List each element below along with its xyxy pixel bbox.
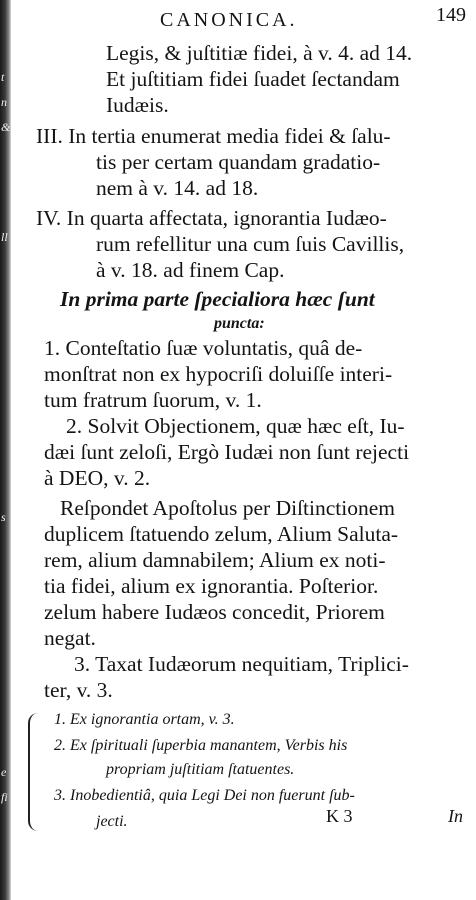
margin-fragment: ll bbox=[1, 230, 8, 244]
text-line: negat. bbox=[44, 626, 96, 650]
margin-fragment: t bbox=[1, 70, 5, 84]
margin-fragment: n bbox=[1, 95, 7, 109]
grouping-brace bbox=[28, 713, 48, 831]
section-line: III. In tertia enumerat media fidei & ſalu- bbox=[36, 124, 391, 148]
text-line: rum refellitur una cum ſuis Cavillis, bbox=[96, 232, 405, 256]
running-header: CANONICA. bbox=[160, 9, 298, 31]
text-line: rem, alium damnabilem; Alium ex noti- bbox=[44, 548, 386, 572]
text-line: 3. Taxat Iudæorum nequitiam, Triplici- bbox=[74, 652, 409, 676]
text-line: Iudæis. bbox=[106, 93, 169, 117]
text-line: zelum habere Iudæos concedit, Priorem bbox=[44, 600, 385, 624]
margin-fragment: fi bbox=[1, 790, 8, 804]
text-line: Reſpondet Apoſtolus per Diſtinctionem bbox=[60, 496, 396, 520]
subheading: In prima parte ſpecialiora hæc ſunt bbox=[60, 287, 375, 311]
text-line: tum fratrum ſuorum, v. 1. bbox=[44, 388, 262, 412]
list-item: jecti. bbox=[96, 813, 128, 830]
text-line: à DEO, v. 2. bbox=[44, 466, 151, 490]
list-item: 1. Ex ignorantia ortam, v. 3. bbox=[54, 711, 235, 728]
subheading: puncta: bbox=[214, 315, 265, 332]
list-item: 2. Ex ſpirituali ſuperbia manantem, Verbis his bbox=[54, 737, 348, 754]
section-line: IV. In quarta affectata, ignorantia Iudæo- bbox=[36, 206, 387, 230]
text-line: dæi ſunt zeloſi, Ergò Iudæi non ſunt rejecti bbox=[44, 440, 410, 464]
text-line: tia fidei, alium ex ignorantia. Poſterior. bbox=[44, 574, 379, 598]
page-number: 149 bbox=[436, 4, 466, 26]
catchword: In bbox=[448, 806, 463, 826]
margin-fragment: s bbox=[1, 510, 6, 524]
text-line: 2. Solvit Objectionem, quæ hæc eſt, Iu- bbox=[66, 414, 405, 438]
list-item: propriam juſtitiam ſtatuentes. bbox=[106, 761, 295, 778]
text-line: tis per certam quandam gradatio- bbox=[96, 150, 381, 174]
text-line: duplicem ſtatuendo zelum, Alium Saluta- bbox=[44, 522, 399, 546]
text-line: ter, v. 3. bbox=[44, 678, 113, 702]
text-line: à v. 18. ad finem Cap. bbox=[96, 258, 285, 282]
signature-mark: K 3 bbox=[326, 806, 353, 826]
list-item: 3. Inobedientiâ, quia Legi Dei non fuerunt ſub- bbox=[54, 787, 355, 804]
margin-fragment: & bbox=[1, 120, 11, 134]
text-line: monſtrat non ex hypocriſi doluiſſe interi- bbox=[44, 362, 393, 386]
text-line: Et juſtitiam fidei ſuadet ſectandam bbox=[106, 67, 400, 91]
text-line: Legis, & juſtitiæ fidei, à v. 4. ad 14. bbox=[106, 41, 413, 65]
text-line: nem à v. 14. ad 18. bbox=[96, 176, 259, 200]
book-page bbox=[26, 0, 470, 900]
text-line: 1. Conteſtatio ſuæ voluntatis, quâ de- bbox=[44, 336, 363, 360]
adjacent-page-fragments bbox=[0, 0, 11, 900]
margin-fragment: e bbox=[1, 765, 7, 779]
